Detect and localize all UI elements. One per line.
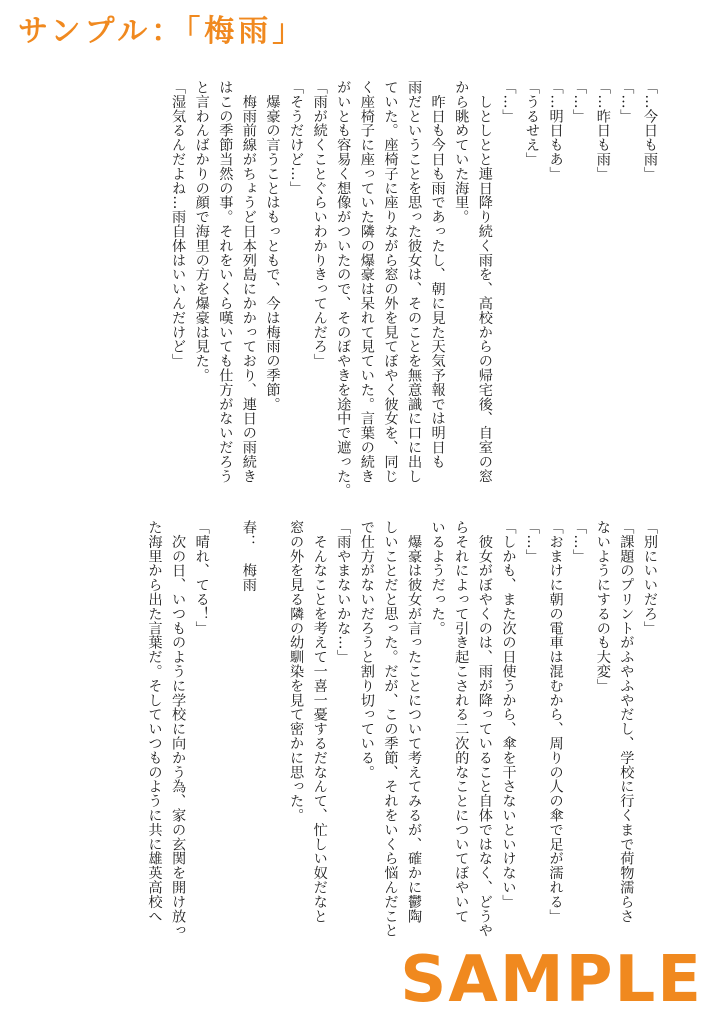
text-line: から眺めていた海里。: [453, 80, 470, 224]
text-line: しいことだと思った。だが、この季節、それをいくら悩んだこと: [382, 520, 399, 938]
sample-watermark: SAMPLE: [400, 943, 703, 1017]
text-line: 「…明日もあ」: [547, 80, 564, 181]
text-line: がいとも容易く想像がついたので、そのぼやきを途中で遮った。: [335, 80, 352, 498]
text-line: 「うるせえ」: [524, 80, 541, 167]
text-line: 「おまけに朝の電車は混むから、周りの人の傘で足が濡れる」: [547, 520, 564, 924]
text-line: 「湿気るんだよね…雨自体はいいんだけど」: [170, 80, 187, 368]
text-line: 爆豪は彼女が言ったことについて考えてみるが、確かに鬱陶: [406, 520, 423, 924]
text-section-top: [166, 80, 661, 500]
text-line: 彼女がぼやくのは、雨が降っていること自体ではなく、どうや: [476, 520, 493, 938]
text-line: 春： 梅雨: [240, 520, 257, 592]
text-line: 「…」: [500, 80, 517, 124]
text-line: 雨だということを思った彼女は、そのことを無意識に口に出し: [406, 80, 423, 484]
text-line: 「そうだけど…」: [288, 80, 305, 196]
text-line: 「…」: [571, 80, 588, 124]
text-line: と言わんばかりの顔で海里の方を爆豪は見た。: [193, 80, 210, 383]
text-line: 「課題のプリントがふやふやだし、学校に行くまで荷物濡らさ: [618, 520, 635, 924]
text-line: 「…」: [571, 520, 588, 564]
text-line: た海里から出た言葉だ。そしていつものように共に雄英高校へ: [146, 520, 163, 924]
text-line: らそれによって引き起こされる二次的なことについてぼやいて: [453, 520, 470, 924]
text-section-bottom: [142, 520, 661, 950]
text-line: [213, 520, 237, 950]
text-line: 爆豪の言うことはもっともで、今は梅雨の季節。: [264, 80, 281, 412]
text-line: で仕方がないだろうと割り切っている。: [358, 520, 375, 780]
text-line: いるようだった。: [429, 520, 446, 636]
text-line: 「…」: [618, 80, 635, 124]
text-line: く座椅子に座っていた隣の爆豪は呆れて見ていた。言葉の続き: [358, 80, 375, 484]
text-line: 「雨やまないかな…」: [335, 520, 352, 664]
text-line: 窓の外を見る隣の幼馴染を見て密かに思った。: [288, 520, 305, 823]
text-line: はこの季節当然の事。それをいくら嘆いても仕方がないだろう: [217, 80, 234, 484]
text-line: 「晴れ、てる！」: [193, 520, 210, 636]
text-line: ていた。座椅子に座りながら窓の外を見てぼやく彼女を、同じ: [382, 80, 399, 484]
text-line: [260, 520, 284, 950]
text-line: ないようにするのも大変」: [594, 520, 611, 693]
text-line: 「…今日も雨」: [642, 80, 658, 181]
text-line: 「…」: [524, 520, 541, 564]
text-line: 梅雨前線がちょうど日本列島にかかっており、連日の雨続き: [240, 80, 257, 484]
text-line: しとしとと連日降り続く雨を、高校からの帰宅後、自室の窓: [476, 80, 493, 484]
text-line: 「雨が続くことぐらいわかりきってんだろ」: [311, 80, 328, 368]
text-line: 次の日、いつものように学校に向かう為、家の玄関を開け放っ: [170, 520, 187, 938]
text-line: そんなことを考えて一喜一憂するだなんて、忙しい奴だなと: [311, 520, 328, 924]
page-title: サンプル：「梅雨」: [18, 14, 307, 49]
text-line: 昨日も今日も雨であったし、朝に見た天気予報では明日も: [429, 80, 446, 469]
text-line: 「別にいいだろ」: [642, 520, 658, 636]
text-line: 「…昨日も雨」: [594, 80, 611, 181]
text-line: 「しかも、また次の日使うから、傘を干さないといけない」: [500, 520, 517, 909]
